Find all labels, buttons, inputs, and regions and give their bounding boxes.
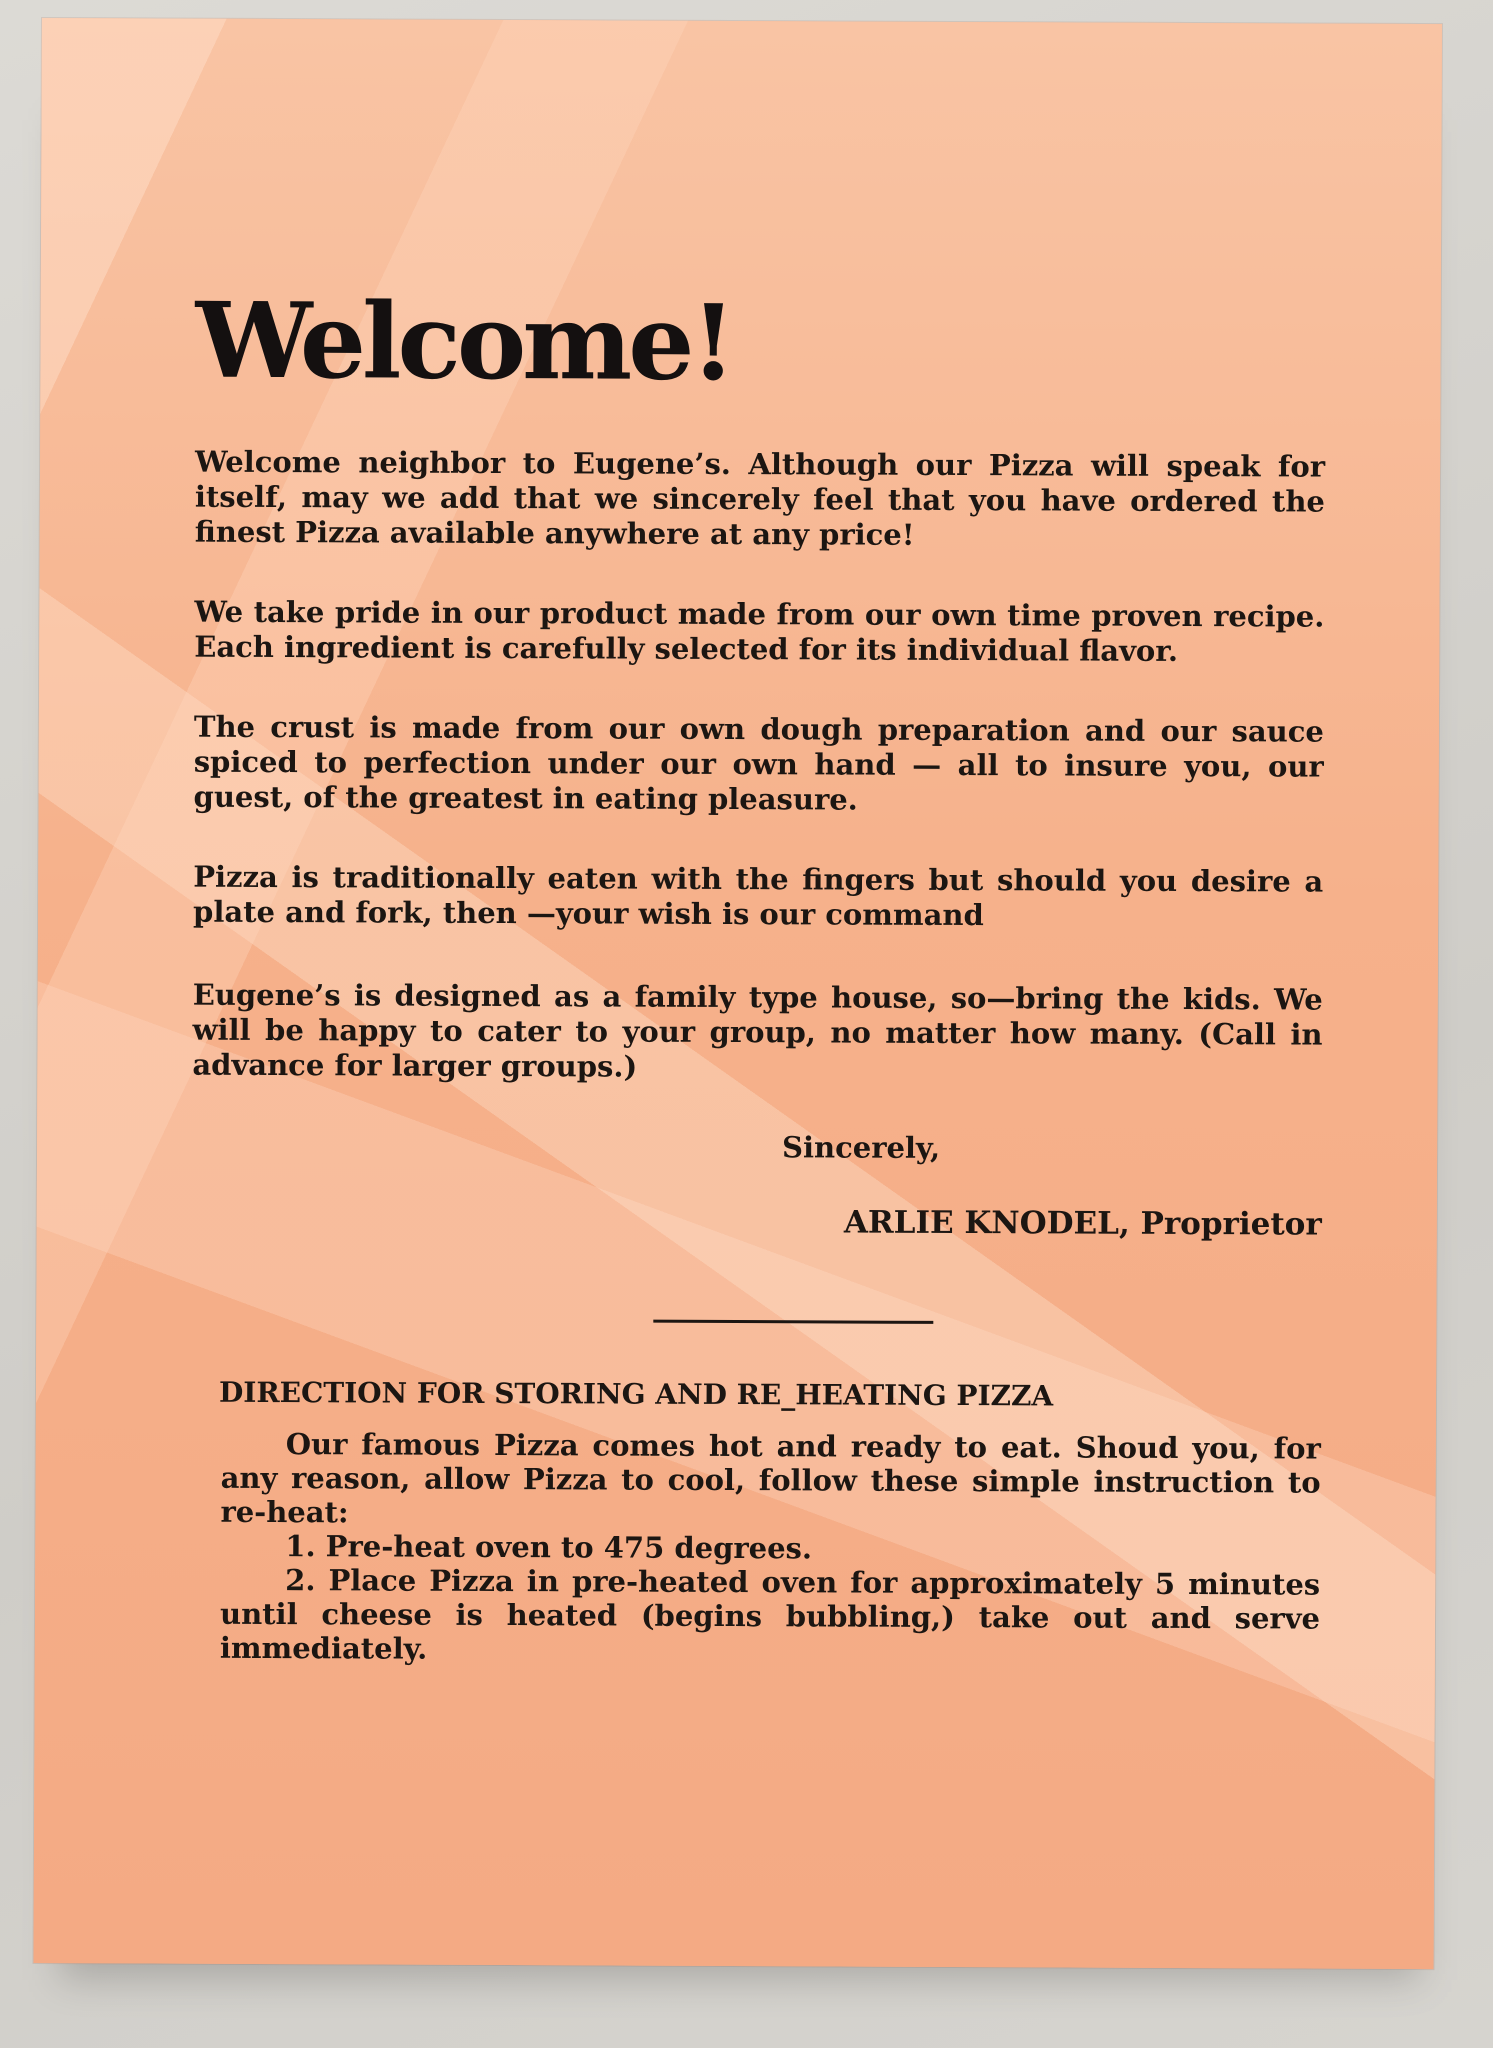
directions-body <box>220 1427 1321 1670</box>
paragraph-crust: The crust is made from our own dough preparation and our sauce spiced to perfection under our own hand — all to insure you, our guest, of the greatest in eating pleasure. <box>193 709 1324 817</box>
paragraph-welcome: Welcome neighbor to Eugene’s. Although our Pizza will speak for itself, may we add that we sincerely feel that you have ordered the finest Pizza available anywhere at any price! <box>194 444 1326 552</box>
paragraph-fingers: Pizza is traditionally eaten with the fingers but should you desire a plate and fork, then —your wish is our command <box>193 859 1324 933</box>
directions-step-2: 2. Place Pizza in pre-heated oven for approximately 5 minutes until cheese is heated (begins bubbling,) take out and serve immediately. <box>219 1563 1321 1666</box>
signature: ARLIE KNODEL, Proprietor <box>843 1204 1322 1243</box>
divider <box>653 1320 933 1324</box>
page-title: Welcome! <box>195 278 733 405</box>
signoff: Sincerely, <box>782 1130 941 1165</box>
card-content <box>190 278 1326 1670</box>
directions-step-1: 1. Pre-heat oven to 475 degrees. <box>285 1529 813 1566</box>
paragraph-family: Eugene’s is designed as a family type house, so—bring the kids. We will be happy to cater to your group, no matter how many. (Call in advance for larger groups.) <box>192 977 1323 1084</box>
directions-title: DIRECTION FOR STORING AND RE_HEATING PIZZA <box>218 1375 1054 1413</box>
paragraph-pride: We take pride in our product made from our own time proven recipe. Each ingredient is carefully selected for its individual flavor. <box>194 594 1325 668</box>
directions-intro: Our famous Pizza comes hot and ready to eat. Shoud you, for any reason, allow Pizza to cool, follow these simple instruction to re-heat: <box>220 1427 1321 1530</box>
welcome-card <box>34 18 1442 1969</box>
